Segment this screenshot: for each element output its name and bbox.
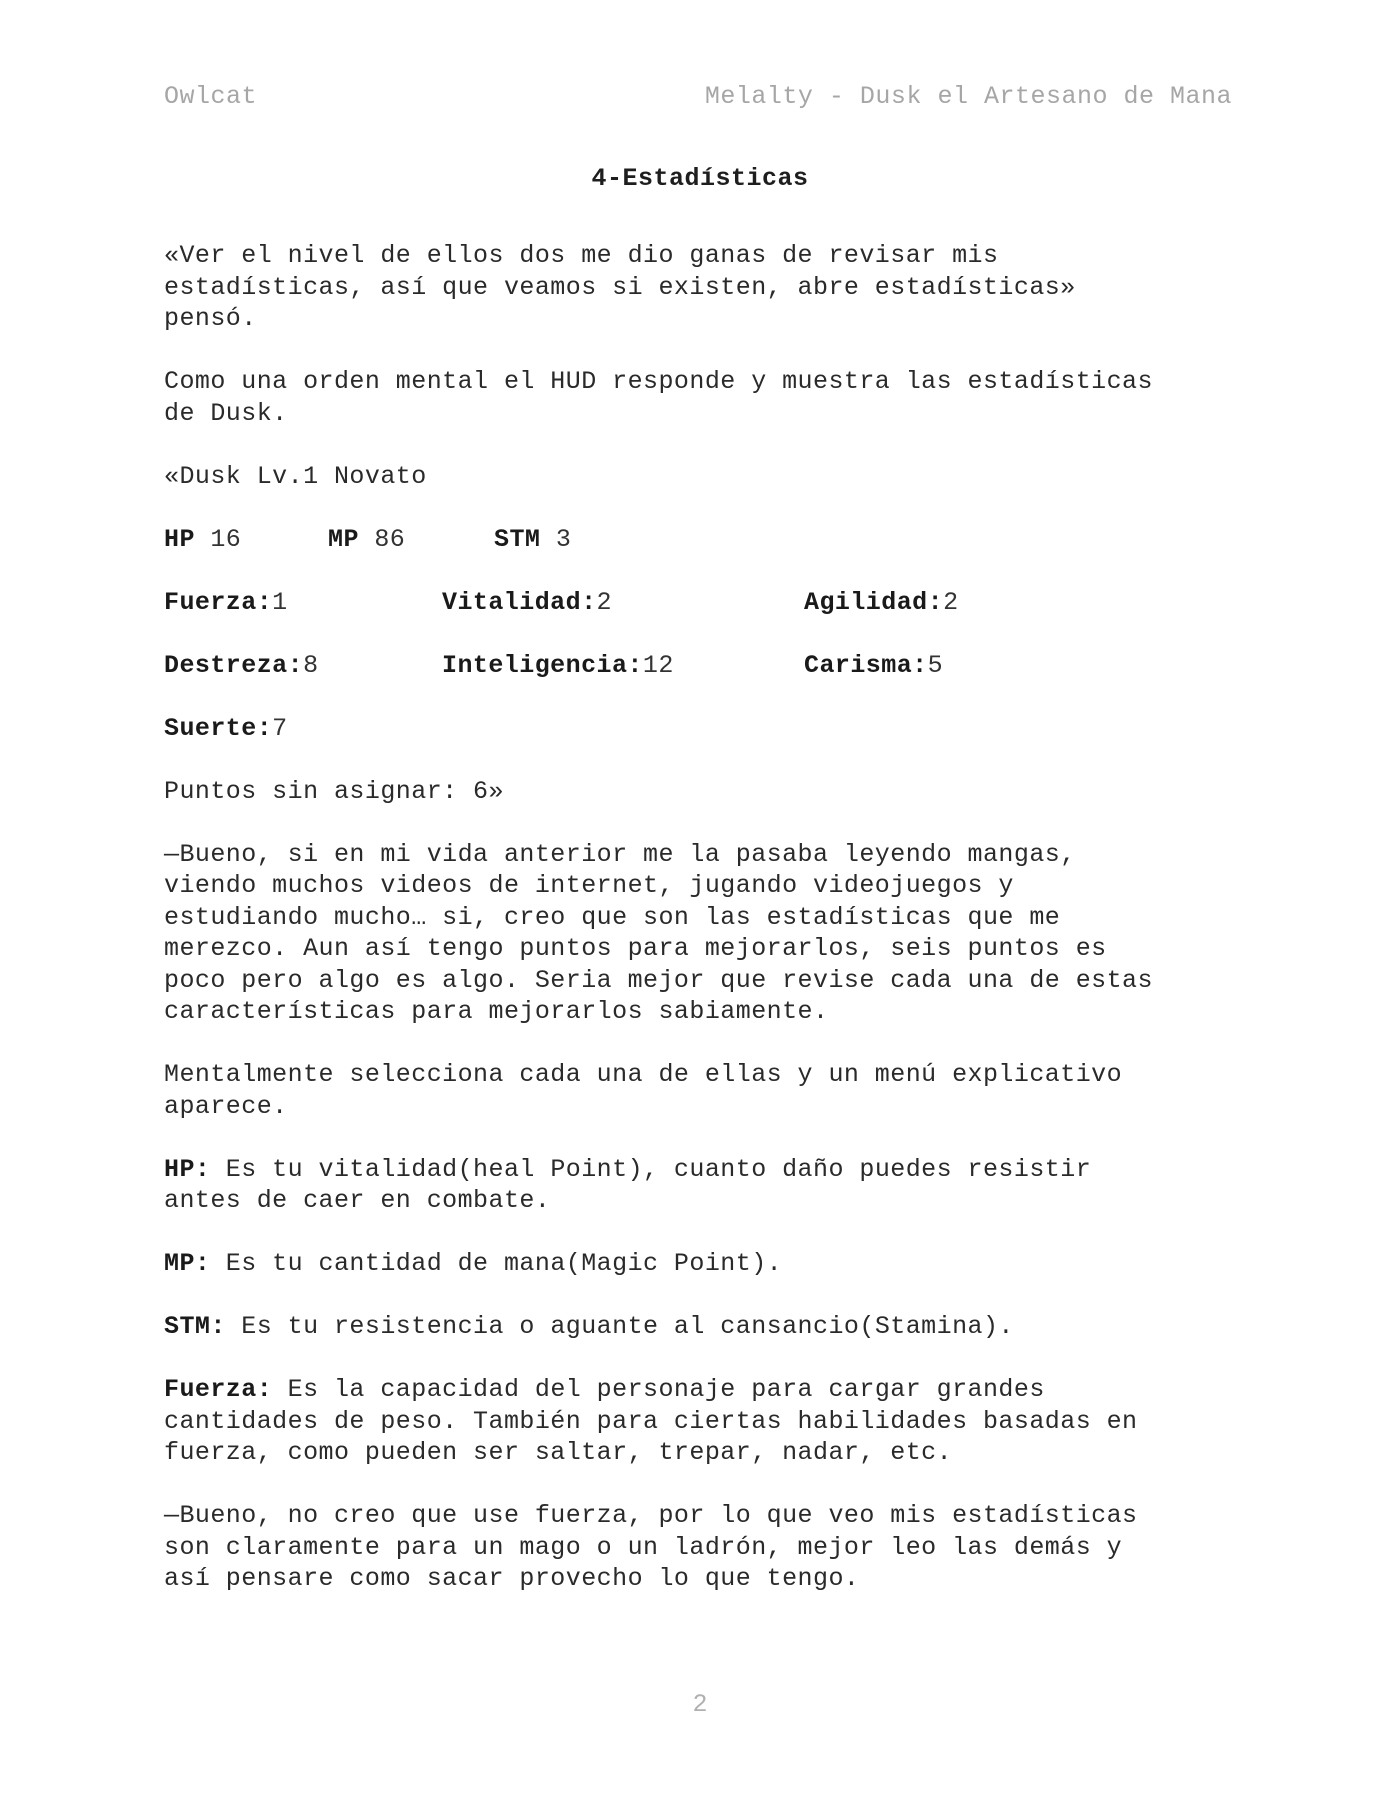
stat-value: 86: [374, 524, 406, 554]
page-body: [164, 240, 1244, 1626]
stat-value: 16: [210, 524, 242, 554]
definition-mp: [164, 1248, 1244, 1280]
page-number: 2: [692, 1690, 708, 1719]
hp-stat: [164, 524, 328, 556]
mp-stat: [328, 524, 494, 556]
definition-term: MP:: [164, 1249, 211, 1278]
definition-stm: [164, 1311, 1244, 1343]
stat-value: 8: [303, 650, 319, 680]
stat-label: Fuerza:: [164, 587, 273, 617]
stat-label: Suerte:: [164, 713, 273, 743]
stat-label: Inteligencia:: [442, 650, 643, 680]
paragraph-4: Puntos sin asignar: 6»: [164, 776, 504, 806]
stat-value: 3: [555, 524, 572, 554]
stat-value: 12: [642, 650, 674, 680]
stat-value: 7: [272, 713, 288, 743]
stat-value: 2: [596, 587, 612, 617]
stm-stat: [494, 524, 571, 556]
definition-term: HP:: [164, 1154, 211, 1184]
attributes-row-2: [164, 650, 1244, 682]
stat-label: Agilidad:: [804, 587, 944, 617]
definition-text: Es tu vitalidad(heal Point), cuanto daño puedes resistir antes de caer en combate.: [164, 1154, 1092, 1215]
stat-value: 1: [272, 587, 288, 617]
header-author: Owlcat: [164, 82, 258, 111]
definition-text: Es tu cantidad de mana(Magic Point).: [210, 1249, 783, 1278]
definition-term: STM:: [164, 1312, 226, 1341]
definition-text: Es tu resistencia o aguante al cansancio(Stamina).: [225, 1312, 1014, 1341]
paragraph-3: «Dusk Lv.1 Novato: [164, 461, 427, 491]
stat-value: 2: [943, 587, 959, 617]
vitalidad-stat: [442, 587, 804, 619]
paragraph-7: —Bueno, no creo que use fuerza, por lo que veo mis estadísticas son claramente para un mago o un ladrón, mejor leo las demás y así pensare como sacar provecho lo que tengo.: [164, 1501, 1138, 1593]
agilidad-stat: [804, 587, 959, 619]
chapter-title: 4-Estadísticas: [591, 164, 809, 193]
definition-hp: [164, 1154, 1244, 1217]
stat-value: 5: [927, 650, 944, 680]
suerte-stat: [164, 713, 288, 745]
destreza-stat: [164, 650, 442, 682]
definition-text: Es la capacidad del personaje para cargar grandes cantidades de peso. También para ciertas habilidades basadas en fuerza, como pueden ser saltar, trepar, nadar, etc.: [164, 1375, 1138, 1467]
inteligencia-stat: [442, 650, 804, 682]
carisma-stat: [804, 650, 943, 682]
stat-label: HP: [164, 524, 195, 554]
paragraph-2: Como una orden mental el HUD responde y muestra las estadísticas de Dusk.: [164, 367, 1153, 428]
stat-label: STM: [494, 524, 541, 554]
stat-label: Vitalidad:: [442, 587, 597, 617]
attributes-row-1: [164, 587, 1244, 619]
definition-term: Fuerza:: [164, 1375, 273, 1404]
resource-bars-row: [164, 524, 1244, 556]
stat-label: Destreza:: [164, 650, 304, 680]
stat-label: Carisma:: [804, 650, 928, 680]
attributes-row-3: [164, 713, 1244, 745]
header-book-title: Melalty - Dusk el Artesano de Mana: [704, 82, 1232, 111]
stat-label: MP: [328, 524, 359, 554]
paragraph-5: —Bueno, si en mi vida anterior me la pasaba leyendo mangas, viendo muchos videos de internet, jugando videojuegos y estudiando mucho… si, creo que son las estadísticas que me merezco. Aun así tengo puntos para mejorarlos, seis puntos es poco pero algo es algo. Seria mejor que revise cada una de estas características para mejorarlos sabiamente.: [164, 839, 1153, 1026]
paragraph-1: «Ver el nivel de ellos dos me dio ganas de revisar mis estadísticas, así que veamos si existen, abre estadísticas» pensó.: [164, 241, 1076, 333]
paragraph-6: Mentalmente selecciona cada una de ellas y un menú explicativo aparece.: [164, 1060, 1123, 1121]
fuerza-stat: [164, 587, 442, 619]
definition-fuerza: [164, 1374, 1244, 1469]
